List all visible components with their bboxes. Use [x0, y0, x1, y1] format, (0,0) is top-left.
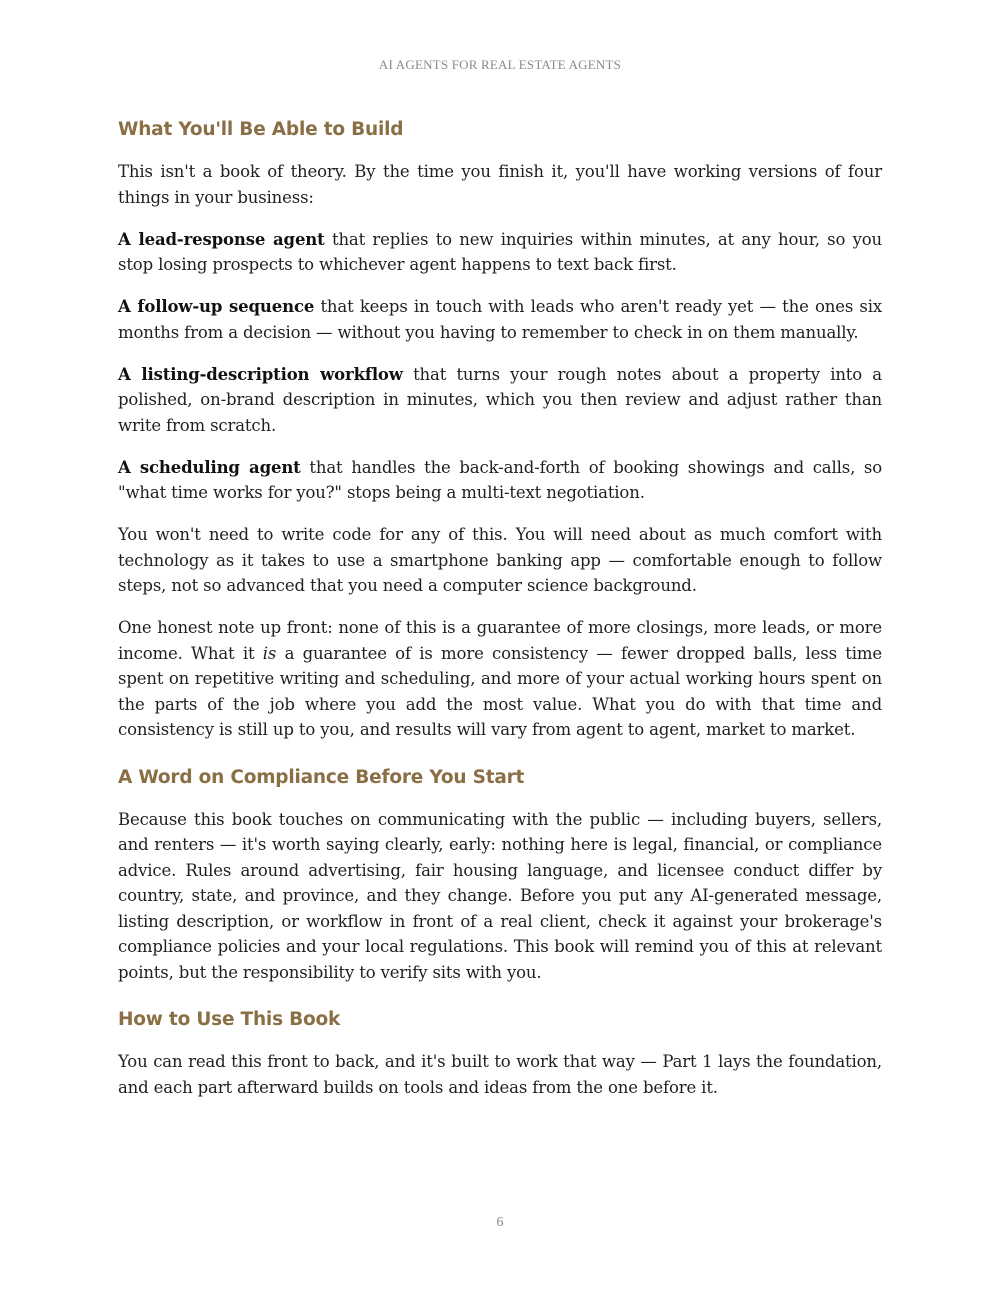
no-code-paragraph: You won't need to write code for any of this. You will need about as much comfort with technology as it takes to use a smartphone banking app — comfortable enough to follow steps, not so advanced that you need a computer science background.	[118, 525, 882, 595]
feature-paragraph-scheduling	[118, 455, 882, 506]
feature-paragraph-listing-description	[118, 362, 882, 439]
honest-note-end: a guarantee of is more consistency — fewer dropped balls, less time spent on repetitive writing and scheduling, and more of your actual working hours spent on the parts of the job where you add the most value. What you do with that time and consistency is still up to you, and results will vary from agent to agent, market to market.	[118, 643, 882, 739]
feature-text: that replies to new inquiries within minutes, at any hour, so you stop losing prospects to whichever agent happens to text back first.	[118, 229, 883, 274]
feature-text: that turns your rough notes about a property into a polished, on-brand description in minutes, which you then review and adjust rather than write from scratch.	[118, 364, 882, 435]
feature-text: that handles the back-and-forth of booking showings and calls, so "what time works for you?" stops being a multi-text negotiation.	[118, 457, 882, 502]
section-heading-build: What You'll Be Able to Build	[118, 119, 404, 140]
intro-paragraph: This isn't a book of theory. By the time you finish it, you'll have working versions of four things in your business:	[118, 162, 882, 207]
page-number: 6	[496, 1215, 504, 1230]
running-header: AI AGENTS FOR REAL ESTATE AGENTS	[378, 57, 622, 72]
feature-term: A lead-response agent	[118, 229, 325, 249]
feature-term: A listing-description workflow	[118, 364, 403, 384]
section-heading-how-to-use: How to Use This Book	[118, 1009, 341, 1030]
honest-note-emphasis: is	[262, 643, 277, 663]
honest-note-paragraph	[118, 615, 882, 743]
feature-text: that keeps in touch with leads who aren't ready yet — the ones six months from a decision — without you having to remember to check in on them manually.	[118, 297, 882, 342]
feature-term: A scheduling agent	[118, 457, 301, 477]
section-heading-compliance: A Word on Compliance Before You Start	[118, 766, 525, 788]
compliance-paragraph: Because this book touches on communicating with the public — including buyers, sellers, and renters — it's worth saying clearly, early: nothing here is legal, financial, or compliance advice. Rules around advertising, fair housing language, and licensee conduct differ by country, state, and province, and they change. Before you put any AI-generated message, listing description, or workflow in front of a real client, check it against your brokerage's compliance policies and your local regulations. This book will remind you of this at relevant points, but the responsibility to verify sits with you.	[118, 809, 882, 982]
page-content	[118, 117, 882, 1117]
how-to-use-paragraph: You can read this front to back, and it's built to work that way — Part 1 lays the foundation, and each part afterward builds on tools and ideas from the one before it.	[118, 1052, 882, 1097]
feature-paragraph-lead-response	[118, 227, 882, 278]
feature-term: A follow-up sequence	[118, 297, 315, 316]
feature-paragraph-follow-up	[118, 294, 882, 345]
honest-note-start: One honest note up front: none of this is a guarantee of more closings, more leads, or more income. What it	[118, 618, 882, 663]
